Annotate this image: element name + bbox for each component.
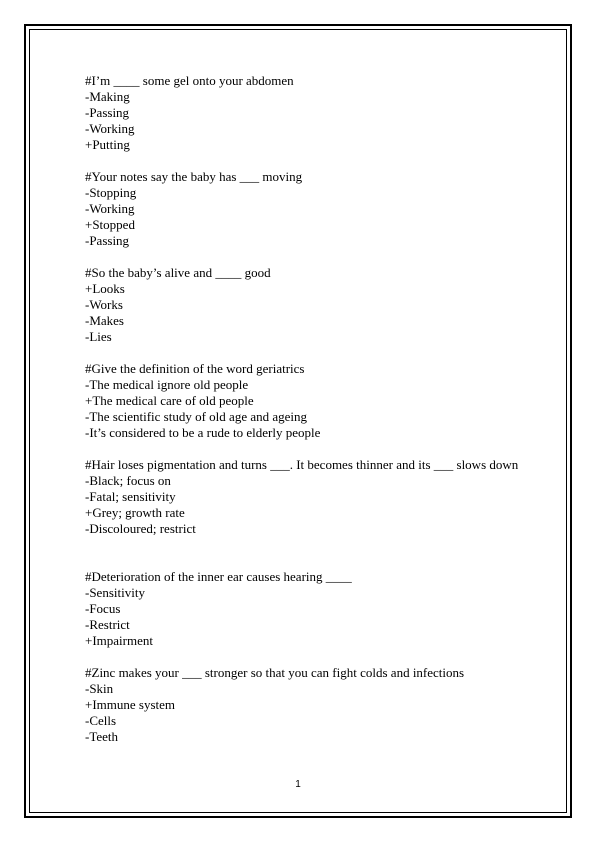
question-prompt: #Your notes say the baby has ___ moving bbox=[85, 169, 303, 184]
question-prompt: #Give the definition of the word geriatrics bbox=[85, 361, 305, 376]
answer-option: +Putting bbox=[85, 137, 130, 152]
answer-option: -Fatal; sensitivity bbox=[85, 489, 176, 504]
answer-option: +Stopped bbox=[85, 217, 135, 232]
answer-option: -The scientific study of old age and ageing bbox=[85, 409, 308, 424]
answer-option: -Discoloured; restrict bbox=[85, 521, 196, 536]
answer-option: -Teeth bbox=[85, 729, 119, 744]
answer-option: -Sensitivity bbox=[85, 585, 145, 600]
question-block bbox=[85, 265, 560, 345]
page-number: 1 bbox=[295, 779, 301, 790]
answer-option: -It’s considered to be a rude to elderly people bbox=[85, 425, 321, 440]
question-block bbox=[85, 361, 560, 441]
answer-option: -Lies bbox=[85, 329, 112, 344]
question-block bbox=[85, 665, 560, 745]
answer-option: -Skin bbox=[85, 681, 114, 696]
answer-option: -Focus bbox=[85, 601, 121, 616]
answer-option: +Immune system bbox=[85, 697, 176, 712]
answer-option: -Makes bbox=[85, 313, 124, 328]
answer-option: -The medical ignore old people bbox=[85, 377, 249, 392]
answer-option: +The medical care of old people bbox=[85, 393, 254, 408]
answer-option: -Working bbox=[85, 121, 135, 136]
answer-option: -Passing bbox=[85, 105, 130, 120]
question-block bbox=[85, 569, 560, 649]
question-prompt: #Deterioration of the inner ear causes hearing ____ bbox=[85, 569, 352, 584]
answer-option: -Passing bbox=[85, 233, 130, 248]
question-prompt: #So the baby’s alive and ____ good bbox=[85, 265, 271, 280]
answer-option: -Black; focus on bbox=[85, 473, 171, 488]
question-prompt: #I’m ____ some gel onto your abdomen bbox=[85, 73, 294, 88]
question-block bbox=[85, 457, 560, 537]
question-block bbox=[85, 73, 560, 153]
question-prompt: #Zinc makes your ___ stronger so that you can fight colds and infections bbox=[85, 665, 465, 680]
answer-option: -Making bbox=[85, 89, 130, 104]
question-prompt: #Hair loses pigmentation and turns ___. It becomes thinner and its ___ slows down bbox=[85, 457, 519, 472]
answer-option: -Restrict bbox=[85, 617, 130, 632]
answer-option: -Working bbox=[85, 201, 135, 216]
question-block bbox=[85, 169, 560, 249]
answer-option: -Stopping bbox=[85, 185, 137, 200]
document-body bbox=[85, 73, 560, 761]
answer-option: -Works bbox=[85, 297, 123, 312]
answer-option: +Looks bbox=[85, 281, 125, 296]
answer-option: -Cells bbox=[85, 713, 117, 728]
answer-option: +Impairment bbox=[85, 633, 153, 648]
answer-option: +Grey; growth rate bbox=[85, 505, 185, 520]
